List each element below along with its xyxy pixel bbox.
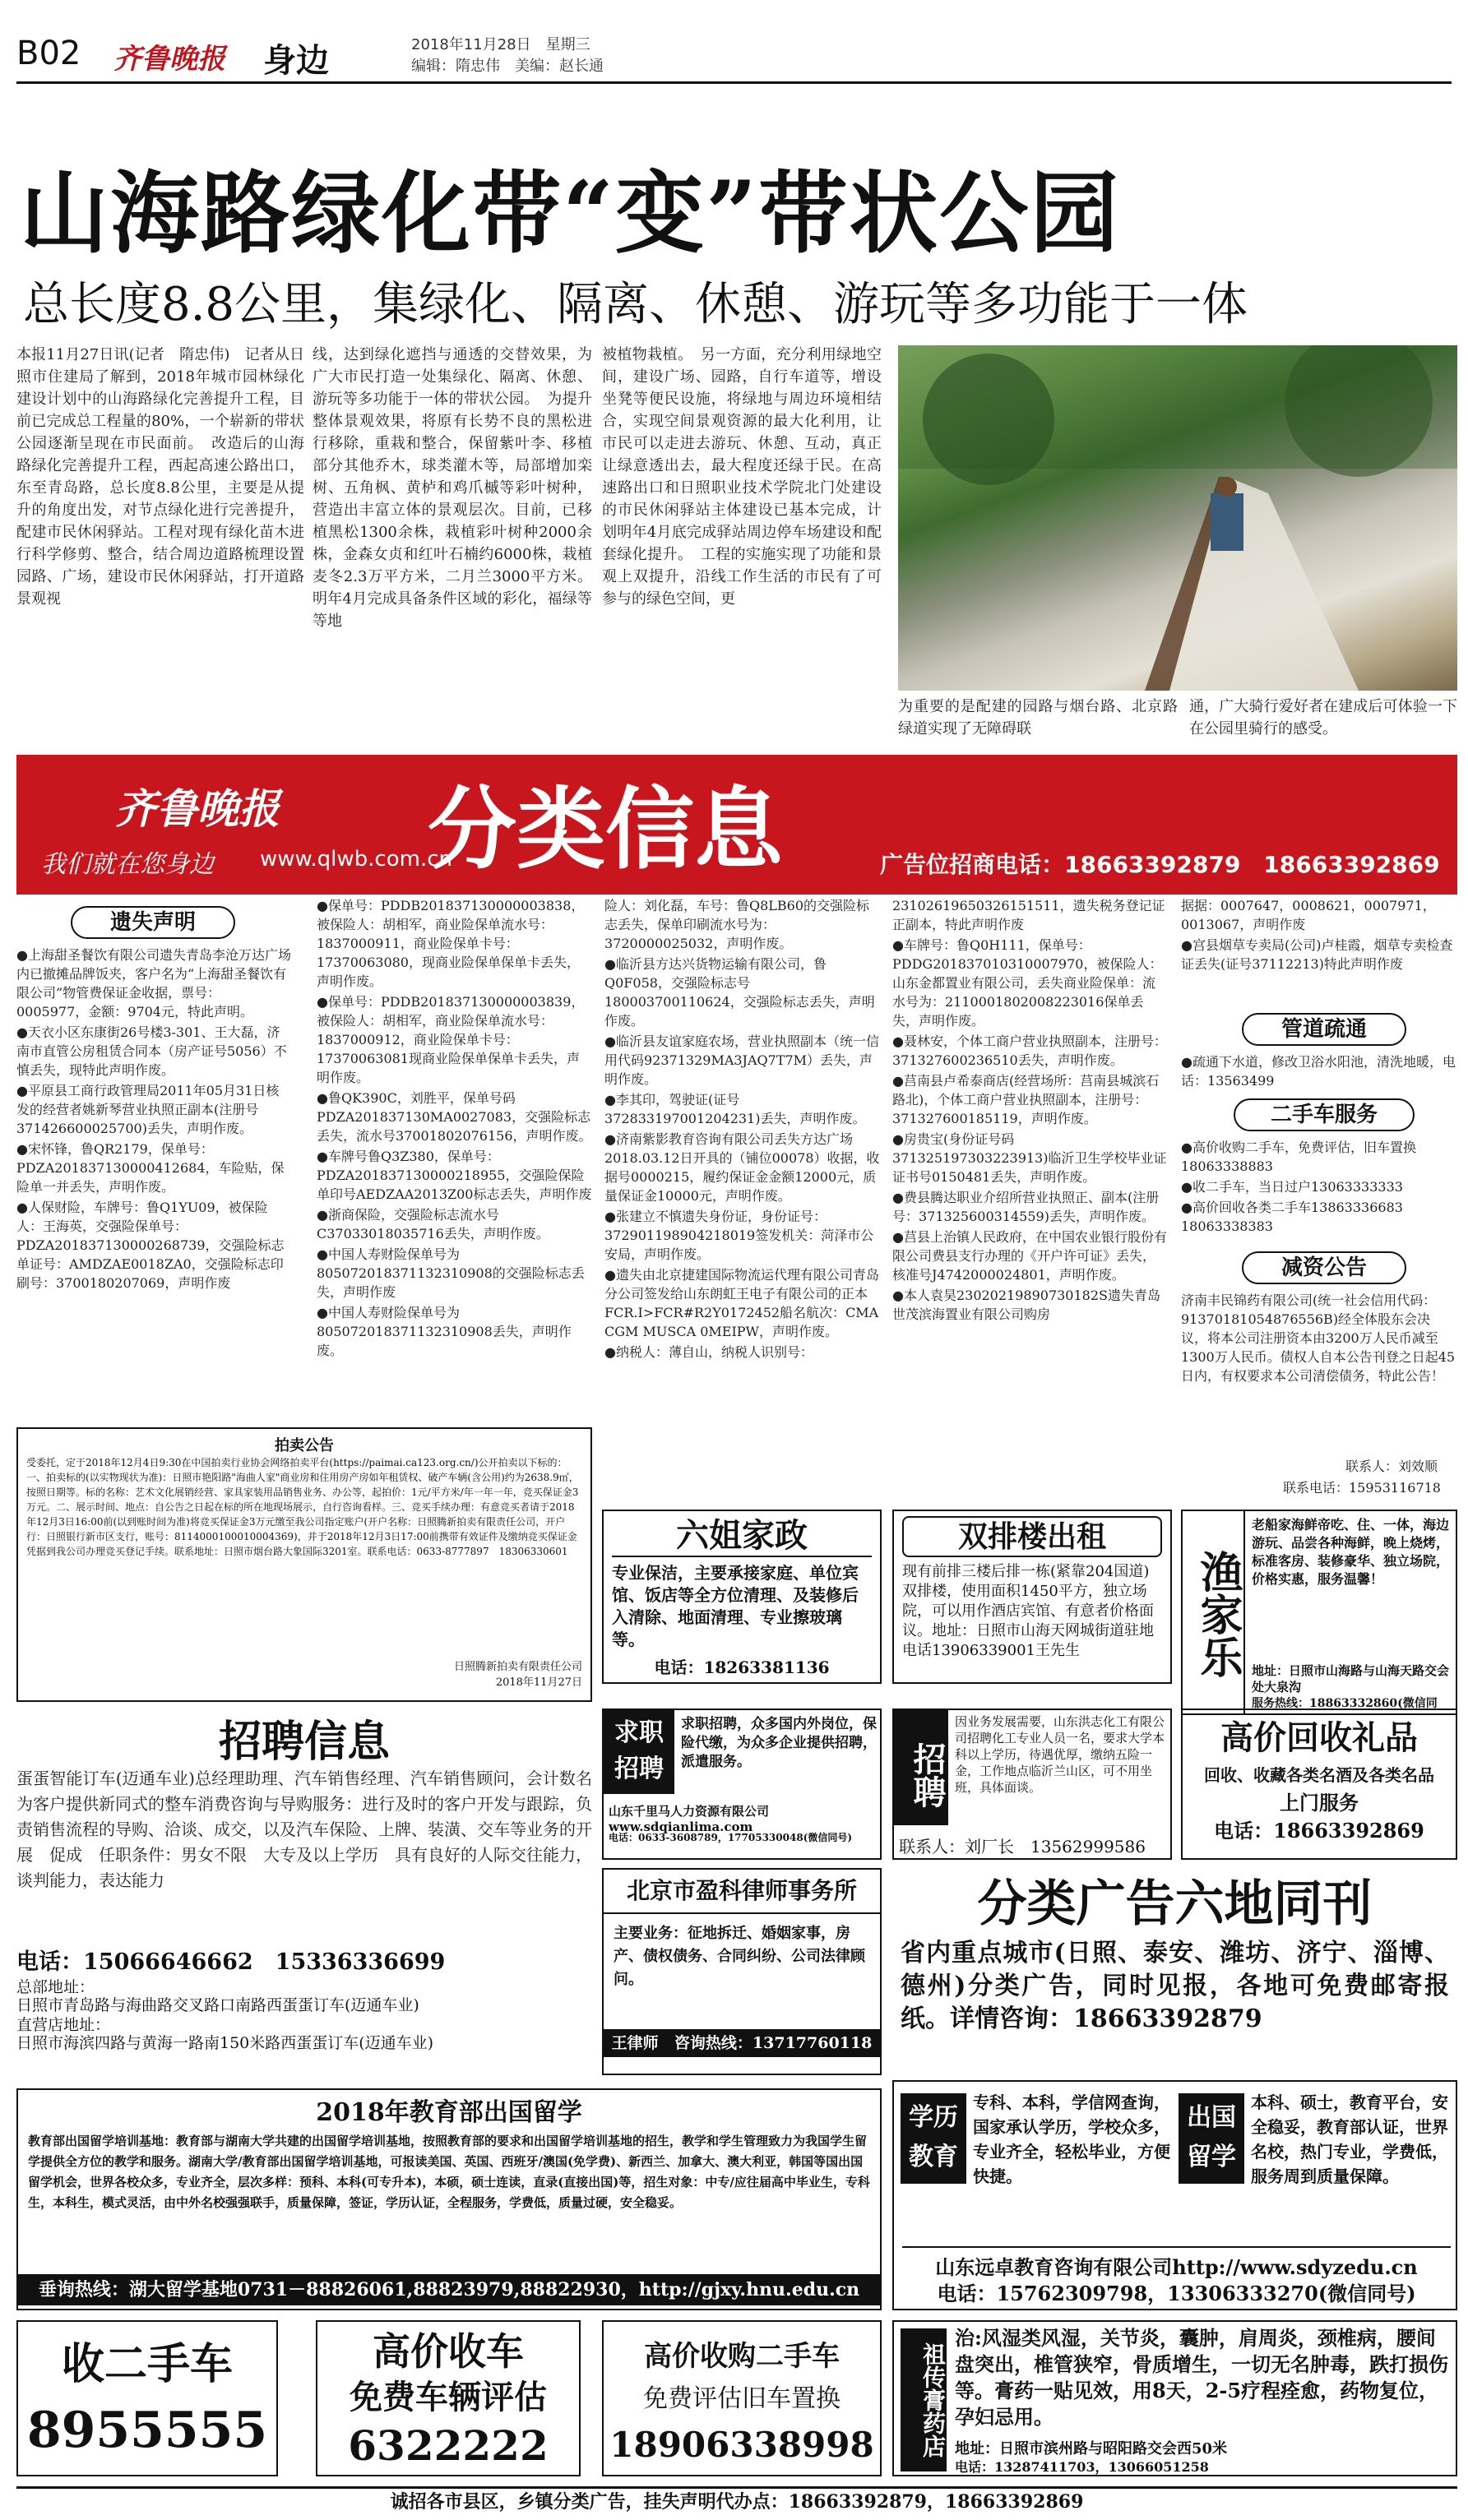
lost-notice-item: ●聂林安，个体工商户营业执照副本，注册号：371327600236510丢失，声明作废。 [892, 1033, 1167, 1068]
lost-notice-item: ●浙商保险，交强险标志流水号C37033018035716丢失，声明作废。 [317, 1207, 549, 1242]
pharmacy-body: 治:风湿类风湿，关节炎，囊肿，肩周炎，颈椎病，腰间盘突出，椎管狭窄，骨质增生，一切无名肿毒，跌打损伤等。膏药一贴见效，用8天，2-5疗程痊愈，药物复位，孕妇忌用。 [955, 2326, 1448, 2429]
pharmacy-ad [892, 2320, 1457, 2476]
used-car-2-phone: 6322222 [348, 2421, 549, 2470]
gift-recycle-title: 高价回收礼品 [1220, 1718, 1418, 1757]
study-abroad-title: 2018年教育部出国留学 [316, 2098, 582, 2127]
fisherman-address: 地址：日照市山海路与山海天路交会处大泉沟 [1252, 1663, 1450, 1695]
lost-notice-item: ●遗失由北京捷建国际物流运代理有限公司青岛分公司签发给山东朗虹王电子有限公司的正本FCR.I>FCR#R2Y0172452船名航次：CMA CGM MUSCA 0MEIPW，声明作废。 [604, 1267, 879, 1339]
lost-notice-item: ●保单号：PDDB201837130000003839，被保险人：胡相军，商业险保单流水号：1837000912，商业险保单卡号：17370063081现商业险保单保单卡丢失，声明作废。 [317, 994, 585, 1085]
job-agency-phone: 电话：0633-3608789，17705330048(微信同号) [609, 1832, 853, 1843]
footer-bar [16, 2486, 1457, 2514]
degree-body: 专科、本科，学信网查询，国家承认学历，学校众多，专业齐全，轻松毕业，方便快捷。 [973, 2092, 1170, 2186]
used-car-3-sub: 免费评估旧车置换 [643, 2384, 841, 2413]
lost-notice-item: ●保单号：PDDB201837130000003838，被保险人：胡相军，商业险保单流水号：1837000911，商业险保单卡号：17370063080，现商业险保单保单卡丢失，声明作废。 [317, 898, 585, 989]
housekeeping-title: 六姐家政 [612, 1516, 872, 1557]
banner-brand: 齐鲁晚报 [115, 784, 280, 833]
housekeeping-ad [602, 1510, 882, 1684]
lost-notice-item: ●李其印，驾驶证(证号372833197001204231)丢失，声明作废。 [604, 1092, 866, 1126]
article-column-2: 线，达到绿化遮挡与通透的交替效果，为广大市民打造一处集绿化、隔离、休憩、游玩等多功能于一体的带状公园。 为提升整体景观效果，将原有长势不良的黑松进行移除，重栽和整合，保留紫叶李、移植部分其他乔木，球类灌木等，局部增加栾树、五角枫、黄栌和鸡爪槭等彩叶树种，营造出丰富立体的景观层次。目前，已移植黑松1300余株，栽植彩叶树种2000余株，金森女贞和红叶石楠约6000株，栽植麦冬2.3万平方米，二月兰3000平方米。明年4月完成具备条件区域的彩化，福绿等等地 [313, 346, 592, 630]
degree-tag-2: 教育 [909, 2143, 958, 2171]
recruit-body: 蛋蛋智能订车(迈通车业)总经理助理、汽车销售经理、汽车销售顾问，会计数名 为客户提供新同式的整车消费咨询与导购服务：进行及时的客户开发与跟踪，负责销售流程的导购、洽谈、成交，以及汽车保险、上牌、装潢、交车等业务的开展 促成 任职条件：男女不限 大专及以上学历 具有良好的人际交往能力，谈判能力，表达能力 [16, 1769, 592, 1890]
used-car-ad-2 [316, 2320, 581, 2476]
capital-reduction-heading: 减资公告 [1242, 1251, 1406, 1284]
chemical-recruit-ad [892, 1709, 1172, 1860]
six-city-title: 分类广告六地同刊 [977, 1875, 1373, 1933]
job-agency-tag [604, 1710, 674, 1794]
article-column-1: 本报11月27日讯(记者 隋忠伟) 记者从日照市住建局了解到，2018年城市园林绿化建设计划中的山海路绿化完善提升工程，目前已完成总工程量的80%，一个崭新的带状公园逐渐呈现在市民面前。 改造后的山海路绿化完善提升工程，西起高速公路出口，东至青岛路，总长度8.8公里，主要是从提升的角度出发，对节点绿化进行完善提升，配建市民休闲驿站。工程对现有绿化苗木进行科学修剪、整合，结合周边道路梳理设置园路、广场，建设市民休闲驿站，打开道路景观视 [16, 346, 304, 608]
auction-date: 2018年11月27日 [495, 1676, 582, 1689]
gift-recycle-ad [1181, 1709, 1457, 1860]
used-car-1-phone: 8955555 [26, 2402, 268, 2459]
used-car-notice-item: ●高价收购二手车，免费评估，旧车置换18063338883 [1181, 1140, 1416, 1174]
used-car-heading: 二手车服务 [1234, 1098, 1415, 1131]
section-name: 身边 [263, 41, 329, 80]
fisherman-ad [1181, 1510, 1457, 1715]
recruit-address-1: 日照市青岛路与海曲路交叉路口南路西蛋蛋订车(迈通车业) [16, 1996, 419, 2014]
banner-hotline: 广告位招商电话：18663392879 18663392869 [880, 851, 1440, 878]
lost-notice-item: ●中国人寿财险保单号为805072018371132310908的交强险标志丢失，声明作废 [317, 1246, 585, 1300]
lost-notice-item: ●纳税人：薄自山，纳税人识别号： [604, 1344, 813, 1360]
abroad-tag-1: 出国 [1187, 2103, 1236, 2132]
lost-notices-col-c [604, 896, 880, 1521]
pharmacy-tag: 祖传膏药店 [901, 2328, 947, 2471]
recruit-address-head-2: 直营店地址： [16, 2016, 111, 2034]
fisherman-tag: 渔家乐 [1183, 1511, 1245, 1713]
used-car-body [1181, 1138, 1456, 1245]
masthead [16, 31, 1452, 84]
recruit-phone: 电话：15066646662 15336336699 [16, 1949, 446, 1975]
lost-notice-item: ●中国人寿财险保单号为805072018371132310908丢失，声明作废。 [317, 1305, 572, 1358]
lost-notices-col-a [16, 946, 292, 1414]
subheadline: 总长度8.8公里，集绿化、隔离、休憩、游玩等多功能于一体 [23, 278, 1248, 331]
pipe-heading: 管道疏通 [1242, 1013, 1406, 1046]
lost-notice-item: ●莒南县卢希泰商店(经营场所：莒南县城滨石路北)，个体工商户营业执照副本，注册号：371327600185119，声明作废。 [892, 1073, 1160, 1126]
study-abroad-hotline: 垂询热线：湖大留学基地0731－88826061,88823979,88822930，http://gjxy.hnu.edu.cn [18, 2274, 880, 2305]
abroad-body: 本科、硕士，教育平台，安全稳妥，教育部认证，世界名校，热门专业，学费低，服务周到质量保障。 [1251, 2092, 1448, 2186]
fisherman-phone: 服务热线：18863332860(微信同 [1252, 1697, 1438, 1710]
fisherman-body: 老船家海鲜帝吃、住、一体，海边游玩、品尝各种海鲜，晚上烧烤，标准客房、装修豪华、独立场院，价格实惠，服务温馨！ [1252, 1517, 1450, 1587]
photo-caption-right: 通，广大骑行爱好者在建成后可体验一下在公园里骑行的感受。 [1189, 698, 1457, 738]
recruit-title: 招聘信息 [218, 1717, 390, 1767]
law-firm-body: 主要业务：征地拆迁、婚姻家事，房产、债权债务、合同纠纷、公司法律顾问。 [614, 1925, 865, 1988]
lost-notice-item: ●上海甜圣餐饮有限公司遗失青岛李沧万达广场内已撤摊品牌饭夹，客户名为“上海甜圣餐饮有限公司”物管费保证金收据，票号：0005977，金额：9704元，特此声明。 [16, 947, 291, 1020]
lost-notice-item: 据据：0007647，0008621，0007971，0013067，声明作废 [1181, 898, 1436, 932]
six-city-body: 省内重点城市(日照、泰安、潍坊、济宁、淄博、德州)分类广告，同时见报，各地可免费邮寄报纸。详情咨询：18663392879 [901, 1939, 1449, 2033]
used-car-ad-1 [16, 2320, 278, 2476]
degree-tag [901, 2093, 966, 2184]
rental-ad [892, 1510, 1172, 1684]
recruit-address-head: 总部地址： [16, 1978, 95, 1996]
editors: 编辑：隋忠伟 美编：赵长通 [411, 58, 604, 75]
lost-notice-item: 23102619650326151511，遗失税务登记证正副本，特此声明作废 [892, 898, 1165, 932]
yuanzhuo-phone: 电话：15762309798，13306333270(微信同号) [937, 2282, 1416, 2305]
gift-recycle-service: 上门服务 [1280, 1791, 1359, 1815]
law-firm-title: 北京市盈科律师事务所 [604, 1870, 880, 1914]
lost-notice-item: ●费县腾达职业介绍所营业执照正、副本(注册号：371325600314559)丢失，声明作废。 [892, 1190, 1160, 1224]
lost-notice-item: ●临沂县方达兴货物运输有限公司，鲁Q0F058，交强险标志号180003700110624，交强险标志丢失，声明作废。 [604, 956, 875, 1029]
job-agency-ad [602, 1709, 882, 1860]
lost-notice-item: ●本人袁昊23020219890730182S遗失青岛世茂滨海置业有限公司购房 [892, 1288, 1160, 1322]
lost-notice-item: ●张建立不慎遗失身份证，身份证号：372901198904218019签发机关：菏泽市公安局，声明作废。 [604, 1209, 874, 1262]
lost-notice-item: ●鲁QK390C，刘胜平，保单号码PDZA201837130MA0027083，交强险标志丢失，流水号37001802076156，声明作废。 [317, 1090, 592, 1144]
job-agency-body: 求职招聘，众多国内外岗位，保险代缴，为众多企业提供招聘，派遣服务。 [681, 1716, 877, 1770]
lost-notice-item: ●人保财险，车牌号：鲁Q1YU09，被保险人：王海英，交强险保单号：PDZA201837130000268739，交强险标志单证号：AMDZAE0018ZA0，交强险标志印刷号：3700180207069，声明作废 [16, 1200, 285, 1291]
auction-body: 受委托，定于2018年12月4日9:30在中国拍卖行业协会网络拍卖平台(https://paimai.ca123.org.cn/)公开拍卖以下标的：一、拍卖标的(以实物现状为准)：日照市艳阳路"海曲人家"商业房和住用房产房如年租赁权、破产车辆(含公用)约为2638.9㎡，按照日期等。标的名称：艺术文化展销经营、家具家装用品销售业务、办公等，起拍价：1元/平方米/年一年一年，竞买保证金3万元。二、展示时间、地点：自公告之日起在标的所在地现场展示，自行咨询看样。三、竞买手续办理：有意竞买者请于2018年12月3日16:00前(以到账时间为准)将竞买保证金3万元缴至我公司指定账户(开户名称：日照腾新拍卖有限责任公司，开户行：日照银行新市区支行，账号：8114000100010004369)，并于2018年12月3日17:00前携带有效证件及缴纳竞买保证金凭据到我公司办理竞买登记手续。联系地址：日照市烟台路大象国际3201室。联系电话：0633-8777897 18306330601 [26, 1457, 579, 1557]
abroad-tag [1179, 2093, 1244, 2184]
lost-notice-item: ●临沂县友谊家庭农场，营业执照副本（统一信用代码92371329MA3JAQ7T7M）丢失，声明作废。 [604, 1033, 879, 1087]
study-abroad-body: 教育部出国留学培训基地：教育部与湖南大学共建的出国留学培训基地，按照教育部的要求和出国留学培训基地的招生，教学和学生管理致力为我国学生留学提供全方位的教学和服务。湖南大学/教育部出国留学培训基地，可报读美国、英国、西班牙/澳国(免学费)、新西兰、加拿大、澳大利亚，韩国等国出国留学机会，世界各校众多，专业齐全，层次多样：预科、本科(可专升本)，本硕，硕士连读，直录(直接出国)等，招生对象：中专/应往届高中毕业生，专科生，本科生，模式灵活，由中外名校强强联手，质量保障，签证，学历认证，全程服务，学费低，质量过硬，安全稳妥。 [28, 2134, 870, 2210]
housekeeping-body: 专业保洁，主要承接家庭、单位宾馆、饭店等全方位清理、及装修后入清除、地面清理、专业擦玻璃等。 [612, 1563, 859, 1649]
capital-reduction-body: 济南丰民锦药有限公司(统一社会信用代码：91370181054876556B)经全体股东会决议，将本公司注册资本由3200万人民币减至1300万人民币。债权人自本公告刊登之日起45日内，有权要求本公司清偿债务，特此公告！ [1181, 1292, 1456, 1384]
lost-notice-item: ●济南紫影教育咨询有限公司丢失方达广场2018.03.12日开具的（铺位00078）收据，收据号0000215，履约保证金金额12000元，质量保证金10000元，声明作废。 [604, 1131, 880, 1204]
classified-banner [16, 755, 1457, 895]
gift-recycle-body: 回收、收藏各类名酒及各类名品 [1204, 1765, 1434, 1785]
rental-body: 现有前排三楼后排一栋(紧靠204国道)双排楼，使用面积1450平方，独立场院，可以用作酒店宾馆、有意者价格面议。地址：日照市山海天网城街道驻地电话13906339001王先生 [902, 1563, 1154, 1659]
pharmacy-address: 地址：日照市滨州路与昭阳路交会西50米 [955, 2440, 1228, 2458]
degree-tag-1: 学历 [909, 2103, 958, 2132]
law-firm-contact [604, 2029, 880, 2057]
lost-notice-item: ●车牌号：鲁Q0H111，保单号：PDDG201837010310007970，被保险人：山东金都置业有限公司，丢失商业险保单：流水号为：2110001802008223016保单丢失，声明作废。 [892, 937, 1163, 1029]
banner-url: www.qlwb.com.cn [260, 847, 452, 872]
gift-recycle-phone: 电话：18663392869 [1214, 1819, 1424, 1843]
used-car-notice-item: ●高价回收各类二手车13863336683 18063338383 [1181, 1200, 1403, 1234]
auction-notice [16, 1427, 592, 1702]
chemical-recruit-body: 因业务发展需要，山东洪志化工有限公司招聘化工专业人员一名，要求大学本科以上学历，待遇优厚，缴纳五险一金，工作地点临沂兰山区，可不用坐班，具体面谈。 [955, 1714, 1165, 1795]
used-car-3-title: 高价收购二手车 [644, 2340, 840, 2373]
law-firm-name: 王律师 [611, 2034, 659, 2052]
lost-notice-item: ●宋怀锋，鲁QR2179，保单号：PDZA201837130000412684，车险贴，保险单一并丢失，声明作废。 [16, 1141, 285, 1195]
used-car-2-sub: 免费车辆评估 [350, 2378, 547, 2416]
study-abroad-ad [16, 2088, 882, 2310]
article-photo [898, 345, 1457, 691]
lost-notices-col-d [892, 896, 1168, 1521]
job-agency-tag-1: 求职 [614, 1718, 664, 1747]
education-ad [892, 2080, 1457, 2310]
chemical-recruit-tag: 招聘 [894, 1710, 948, 1825]
pharmacy-phone: 电话：13287411703，13066051258 [955, 2459, 1209, 2475]
park-path-illustration [898, 345, 1457, 691]
recruit-address-2: 日照市海滨四路与黄海一路南150米路西蛋蛋订车(迈通车业) [16, 2034, 434, 2052]
page-number: B02 [16, 35, 81, 72]
used-car-1-title: 收二手车 [61, 2339, 233, 2389]
law-firm-ad [602, 1868, 882, 2075]
capital-reduction-contact: 联系人：刘效顺 [1345, 1459, 1438, 1474]
chemical-recruit-contact: 联系人：刘厂长 13562999586 [899, 1837, 1146, 1856]
used-car-2-title: 高价收车 [373, 2329, 524, 2374]
yuanzhuo-company: 山东远卓教育咨询有限公司http://www.sdyzedu.cn [902, 2246, 1451, 2280]
lost-notice-item: 险人：刘化磊，车号：鲁Q8LB60的交强险标志丢失，保单印刷流水号为：3720000025032，声明作废。 [604, 898, 870, 951]
lost-notice-item: ●天衣小区东康街26号楼3-301、王大磊，济南市直管公房租赁合同本（房产证号5056）不慎丢失，现特此声明作废。 [16, 1024, 287, 1078]
lost-notices-col-e [1181, 896, 1456, 995]
six-city-ad [892, 1871, 1457, 2069]
lost-notice-item: ●房贵宝(身份证号码371325197303223913)临沂卫生学校毕业证证书号0150481丢失，声明作废。 [892, 1131, 1167, 1185]
abroad-tag-2: 留学 [1187, 2143, 1236, 2171]
job-agency-tag-2: 招聘 [614, 1755, 664, 1783]
lost-notice-item: ●车牌号鲁Q3Z380，保单号：PDZA201837130000218955，交强险保险单印号AEDZAA2013Z00标志丢失，声明作废 [317, 1149, 592, 1202]
capital-reduction-phone: 联系电话：15953116718 [1283, 1480, 1441, 1496]
lost-notice-item: ●平原县工商行政管理局2011年05月31日核发的经营者姚新琴营业执照正副本(注册号371426600025700)丢失，声明作废。 [16, 1083, 280, 1136]
issue-date: 2018年11月28日 星期三 [411, 36, 590, 53]
banner-slogan: 我们就在您身边 [41, 850, 214, 879]
rental-title: 双排楼出租 [902, 1516, 1162, 1557]
housekeeping-phone: 电话：18263381136 [654, 1658, 830, 1677]
auction-signature: 日照腾新拍卖有限责任公司 [453, 1661, 582, 1673]
lost-notice-heading: 遗失声明 [71, 906, 235, 939]
paper-logo: 齐鲁晚报 [113, 43, 225, 76]
auction-title: 拍卖公告 [275, 1437, 334, 1454]
pipe-body: ●疏通下水道，修改卫浴水阳池，清洗地暖，电话：13563499 [1181, 1054, 1456, 1089]
article-column-3: 被植物栽植。 另一方面，充分利用绿地空间，建设广场、园路，自行车道等，增设坐凳等便民设施，将绿地与周边环境相结合，实现空间景观资源的最大化利用，让市民可以走进去游玩、休憩、互动，真正让绿意透出去，最大程度还绿于民。在高速路出口和日照职业技术学院北门处建设的市民休闲驿站主体建设已基本完成，计划明年4月底完成驿站周边停车场建设和配套绿化提升。 工程的实施实现了功能和景观上双提升，沿线工作生活的市民有了可参与的绿色空间，更 [602, 346, 882, 608]
headline: 山海路绿化带“变”带状公园 [20, 162, 1121, 266]
lost-notices-col-b [317, 896, 592, 1406]
lost-notice-item: ●莒县上治镇人民政府，在中国农业银行股份有限公司费县支行办理的《开户许可证》丢失，核准号J4742000024801，声明作废。 [892, 1229, 1167, 1283]
used-car-ad-3 [602, 2320, 882, 2476]
banner-title: 分类信息 [428, 778, 784, 881]
job-agency-company: 山东千里马人力资源有限公司www.sdqianlima.com [609, 1804, 770, 1834]
lost-notice-item: ●宫县烟草专卖局(公司)卢桂霞，烟草专卖检查证丢失(证号37112213)特此声明作废 [1181, 937, 1453, 972]
used-car-3-phone: 18906338998 [609, 2425, 874, 2465]
footer-text: 诚招各市县区，乡镇分类广告，挂失声明代办点：18663392879，18663392869 [390, 2491, 1084, 2513]
photo-caption-left: 为重要的是配建的园路与烟台路、北京路绿道实现了无障碍联 [898, 698, 1178, 738]
used-car-notice-item: ●收二手车，当日过户13063333333 [1181, 1179, 1403, 1195]
recruit-ad [16, 1707, 592, 2052]
law-firm-phone: 咨询热线：13717760118 [674, 2034, 873, 2052]
